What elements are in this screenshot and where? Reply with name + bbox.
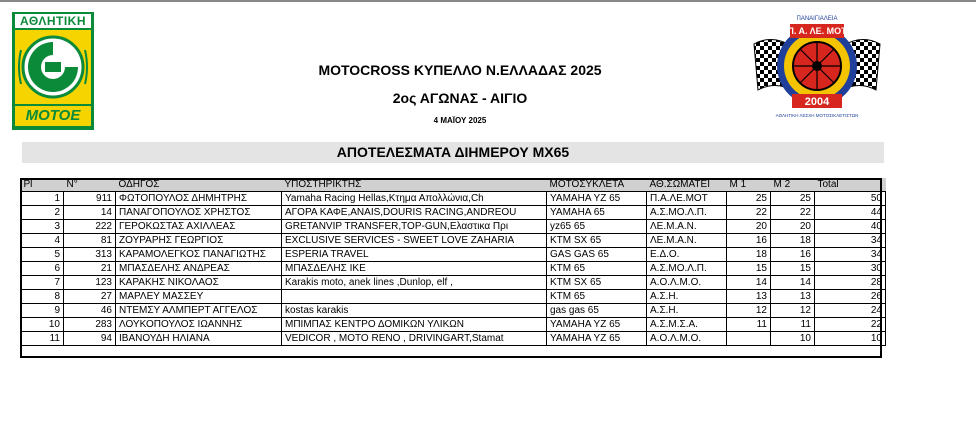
cell-total: 28 — [815, 276, 886, 290]
cell-m1: 15 — [727, 262, 771, 276]
cell-m2: 25 — [771, 192, 815, 206]
table-header-row — [21, 178, 886, 192]
cell-number: 222 — [64, 220, 116, 234]
logo-emblem — [15, 30, 91, 104]
cell-club: Π.Α.ΛΕ.ΜΟΤ — [647, 192, 727, 206]
cell-m1: 25 — [727, 192, 771, 206]
cell-m1: 14 — [727, 276, 771, 290]
cell-sponsor: ESPERIA TRAVEL — [282, 248, 547, 262]
cell-sponsor: kostas karakis — [282, 304, 547, 318]
cell-pl: 4 — [21, 234, 64, 248]
cell-m1: 12 — [727, 304, 771, 318]
cell-sponsor — [282, 290, 547, 304]
cell-rider: ΠΑΝΑΓΟΠΟΥΛΟΣ ΧΡΗΣΤΟΣ — [116, 206, 282, 220]
column-header-rider: ΟΔΗΓΟΣ — [116, 178, 282, 192]
cell-club: Α.Ο.Λ.Μ.Ο. — [647, 332, 727, 346]
cell-motorcycle: KTM SX 65 — [547, 276, 647, 290]
cell-sponsor: ΜΠΙΜΠΑΣ ΚΕΝΤΡΟ ΔΟΜΙΚΩΝ ΥΛΙΚΩΝ — [282, 318, 547, 332]
cell-club: Α.Σ.ΜΟ.Λ.Π. — [647, 262, 727, 276]
column-header-number: N° — [64, 178, 116, 192]
cell-total: 34 — [815, 234, 886, 248]
cell-m1: 13 — [727, 290, 771, 304]
motoe-emblem-icon — [15, 30, 91, 104]
column-header-sponsor: ΥΠΟΣΤΗΡΙΚΤΗΣ — [282, 178, 547, 192]
column-header-total: Total — [815, 178, 886, 192]
cell-sponsor: Yamaha Racing Hellas,Κτημα Απολλώνια,Ch — [282, 192, 547, 206]
cell-number: 14 — [64, 206, 116, 220]
cell-total: 26 — [815, 290, 886, 304]
cell-pl: 11 — [21, 332, 64, 346]
table-row — [21, 192, 886, 206]
cell-motorcycle: gas gas 65 — [547, 304, 647, 318]
cell-rider: ΝΤΕΜΣΥ ΑΛΜΠΕΡΤ ΑΓΓΕΛΟΣ — [116, 304, 282, 318]
checkered-flags-wheel-icon — [752, 6, 882, 124]
table-row — [21, 234, 886, 248]
cell-motorcycle: yz65 65 — [547, 220, 647, 234]
logo-arc-text: ΠΑΝΑΙΓΙΑΛΕΙΑ — [796, 16, 838, 22]
cell-pl: 5 — [21, 248, 64, 262]
logo-bottom-text: MOTOE — [15, 106, 91, 126]
cell-m2: 11 — [771, 318, 815, 332]
paalemot-club-logo — [752, 6, 882, 124]
logo-top-text: ΑΘΛΗΤΙΚΗ — [15, 14, 91, 28]
cell-motorcycle: YAMAHA YZ 65 — [547, 332, 647, 346]
cell-rider: ΓΕΡΟΚΩΣΤΑΣ ΑΧΙΛΛΕΑΣ — [116, 220, 282, 234]
cell-club: ΛΕ.Μ.Α.Ν. — [647, 234, 727, 248]
cell-total: 44 — [815, 206, 886, 220]
cell-rider: ΖΟΥΡΑΡΗΣ ΓΕΩΡΓΙΟΣ — [116, 234, 282, 248]
column-header-pl: Pl — [21, 178, 64, 192]
cell-motorcycle: KTM 65 — [547, 290, 647, 304]
cell-m2: 14 — [771, 276, 815, 290]
cell-total: 50 — [815, 192, 886, 206]
cell-m1: 16 — [727, 234, 771, 248]
cell-number: 123 — [64, 276, 116, 290]
race-subtitle: 2ος ΑΓΩΝΑΣ - ΑΙΓΙΟ — [392, 90, 528, 106]
cell-club: Α.Σ.Η. — [647, 290, 727, 304]
cell-total: 24 — [815, 304, 886, 318]
event-title: MOTOCROSS ΚΥΠΕΛΛΟ Ν.ΕΛΛΑΔΑΣ 2025 — [318, 62, 602, 78]
cell-total: 30 — [815, 262, 886, 276]
column-header-m2: Μ 2 — [771, 178, 815, 192]
cell-m2: 22 — [771, 206, 815, 220]
cell-pl: 6 — [21, 262, 64, 276]
column-header-m1: Μ 1 — [727, 178, 771, 192]
cell-m2: 10 — [771, 332, 815, 346]
cell-total: 10 — [815, 332, 886, 346]
cell-m2: 12 — [771, 304, 815, 318]
cell-number: 21 — [64, 262, 116, 276]
cell-pl: 7 — [21, 276, 64, 290]
cell-club: ΛΕ.Μ.Α.Ν. — [647, 220, 727, 234]
table-row — [21, 332, 886, 346]
top-border-line — [0, 0, 976, 2]
cell-number: 94 — [64, 332, 116, 346]
cell-total: 34 — [815, 248, 886, 262]
cell-m1: 11 — [727, 318, 771, 332]
results-table — [20, 178, 886, 346]
cell-sponsor: ΑΓΟΡΑ ΚΑΦΕ,ANAIS,DOURIS RACING,ANDREOU — [282, 206, 547, 220]
table-row — [21, 290, 886, 304]
cell-m2: 16 — [771, 248, 815, 262]
cell-sponsor: ΜΠΑΣΔΕΛΗΣ ΙΚΕ — [282, 262, 547, 276]
cell-motorcycle: YAMAHA YZ 65 — [547, 192, 647, 206]
cell-motorcycle: KTM SX 65 — [547, 234, 647, 248]
cell-motorcycle: KTM 65 — [547, 262, 647, 276]
cell-rider: ΙΒΑΝΟΥΔΗ ΗΛΙΑΝΑ — [116, 332, 282, 346]
cell-m2: 18 — [771, 234, 815, 248]
cell-number: 27 — [64, 290, 116, 304]
section-title: ΑΠΟΤΕΛΕΣΜΑΤΑ ΔΙΗΜΕΡΟΥ MX65 — [22, 142, 884, 163]
cell-rider: ΛΟΥΚΟΠΟΥΛΟΣ ΙΩΑΝΝΗΣ — [116, 318, 282, 332]
cell-pl: 8 — [21, 290, 64, 304]
logo-bottom-arc-text: ΑΘΛΗΤΙΚΗ ΛΕΣΧΗ ΜΟΤΟΣΙΚΛΕΤΙΣΤΩΝ — [775, 113, 859, 118]
table-row — [21, 262, 886, 276]
cell-m1 — [727, 332, 771, 346]
table-row — [21, 248, 886, 262]
cell-total: 40 — [815, 220, 886, 234]
cell-pl: 10 — [21, 318, 64, 332]
cell-motorcycle: YAMAHA 65 — [547, 206, 647, 220]
cell-m2: 20 — [771, 220, 815, 234]
cell-sponsor: Karakis moto, anek lines ,Dunlop, elf , — [282, 276, 547, 290]
cell-rider: ΦΩΤΟΠΟΥΛΟΣ ΔΗΜΗΤΡΗΣ — [116, 192, 282, 206]
cell-number: 911 — [64, 192, 116, 206]
table-row — [21, 276, 886, 290]
cell-m1: 22 — [727, 206, 771, 220]
logo-year-text: 2004 — [804, 96, 830, 108]
table-row — [21, 220, 886, 234]
table-row — [21, 304, 886, 318]
cell-number: 313 — [64, 248, 116, 262]
logo-banner-text: Π. Α. ΛΕ. ΜΟΤ — [787, 26, 847, 36]
cell-pl: 3 — [21, 220, 64, 234]
cell-sponsor: GRETANVIP TRANSFER,TOP-GUN,Ελαστικα Πρι — [282, 220, 547, 234]
cell-m1: 18 — [727, 248, 771, 262]
cell-club: Ε.Δ.Ο. — [647, 248, 727, 262]
cell-number: 283 — [64, 318, 116, 332]
cell-number: 81 — [64, 234, 116, 248]
table-row — [21, 206, 886, 220]
cell-rider: ΜΠΑΣΔΕΛΗΣ ΑΝΔΡΕΑΣ — [116, 262, 282, 276]
cell-club: Α.Σ.ΜΟ.Λ.Π. — [647, 206, 727, 220]
cell-club: Α.Ο.Λ.Μ.Ο. — [647, 276, 727, 290]
cell-m2: 15 — [771, 262, 815, 276]
cell-club: Α.Σ.Η. — [647, 304, 727, 318]
column-header-club: ΑΘ.ΣΩΜΑΤΕΙ — [647, 178, 727, 192]
cell-m1: 20 — [727, 220, 771, 234]
cell-pl: 2 — [21, 206, 64, 220]
cell-rider: ΚΑΡΑΚΗΣ ΝΙΚΟΛΑΟΣ — [116, 276, 282, 290]
cell-pl: 9 — [21, 304, 64, 318]
cell-motorcycle: YAMAHA YZ 65 — [547, 318, 647, 332]
cell-total: 22 — [815, 318, 886, 332]
cell-rider: ΜΑΡΛΕΥ ΜΑΣΣΕΥ — [116, 290, 282, 304]
cell-sponsor: EXCLUSIVE SERVICES - SWEET LOVE ZAHARIA — [282, 234, 547, 248]
column-header-motorcycle: ΜΟΤΟΣΥΚΛΕΤΑ — [547, 178, 647, 192]
cell-rider: ΚΑΡΑΜΟΛΕΓΚΟΣ ΠΑΝΑΓΙΩΤΗΣ — [116, 248, 282, 262]
cell-pl: 1 — [21, 192, 64, 206]
table-row — [21, 318, 886, 332]
cell-motorcycle: GAS GAS 65 — [547, 248, 647, 262]
results-body — [21, 192, 886, 346]
race-date: 4 ΜΑΪΟΥ 2025 — [433, 116, 487, 125]
athletiki-motoe-logo — [12, 12, 94, 130]
cell-number: 46 — [64, 304, 116, 318]
cell-m2: 13 — [771, 290, 815, 304]
cell-club: Α.Σ.Μ.Σ.Α. — [647, 318, 727, 332]
cell-sponsor: VEDICOR , MOTO RENO , DRIVINGART,Stamat — [282, 332, 547, 346]
